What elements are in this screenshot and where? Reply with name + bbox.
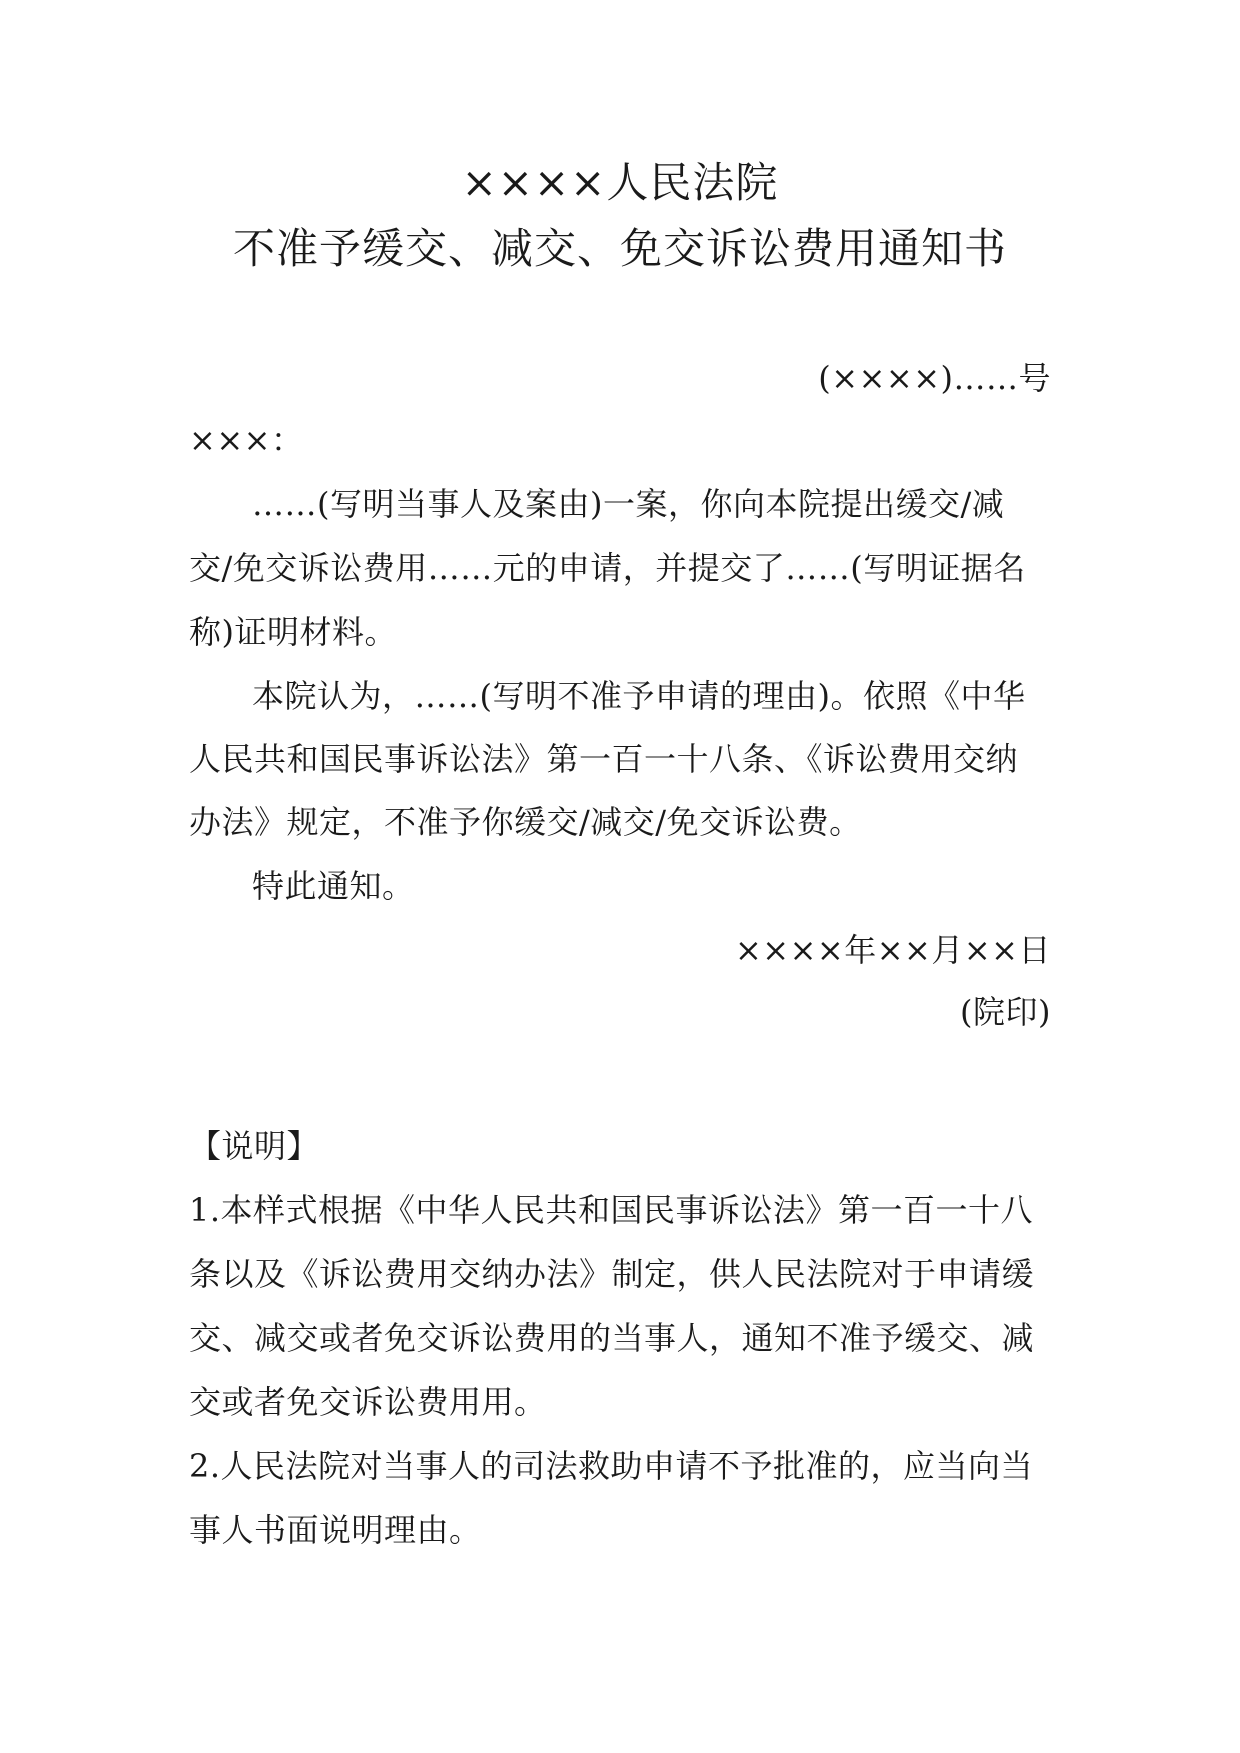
court-seal: (院印) <box>960 993 1051 1031</box>
issue-date: ××××年××月××日 <box>734 931 1051 969</box>
paragraph-line: ……(写明当事人及案由)一案，你向本院提出缓交/减 <box>252 485 1005 523</box>
note-line: 交或者免交诉讼费用用。 <box>189 1383 547 1421</box>
notes-heading: 【说明】 <box>189 1127 320 1165</box>
paragraph-line: 称)证明材料。 <box>189 613 397 651</box>
note-line: 2.人民法院对当事人的司法救助申请不予批准的，应当向当 <box>189 1447 1034 1485</box>
note-line: 交、减交或者免交诉讼费用的当事人，通知不准予缓交、减 <box>189 1319 1035 1357</box>
note-line: 1.本样式根据《中华人民共和国民事诉讼法》第一百一十八 <box>189 1191 1034 1229</box>
document-title: 不准予缓交、减交、免交诉讼费用通知书 <box>232 224 1007 273</box>
recipient: ×××： <box>189 421 304 459</box>
note-line: 条以及《诉讼费用交纳办法》制定，供人民法院对于申请缓 <box>189 1255 1035 1293</box>
paragraph-line: 人民共和国民事诉讼法》第一百一十八条、《诉讼费用交纳 <box>189 740 1019 778</box>
court-name: ××××人民法院 <box>461 158 779 207</box>
paragraph-line: 交/免交诉讼费用……元的申请，并提交了……(写明证据名 <box>189 549 1026 587</box>
paragraph-line: 本院认为，……(写明不准予申请的理由)。依照《中华 <box>252 677 1026 715</box>
closing-statement: 特此通知。 <box>252 867 415 905</box>
paragraph-line: 办法》规定，不准予你缓交/减交/免交诉讼费。 <box>189 803 862 841</box>
case-number: (××××)……号 <box>818 359 1051 397</box>
note-line: 事人书面说明理由。 <box>189 1511 482 1549</box>
